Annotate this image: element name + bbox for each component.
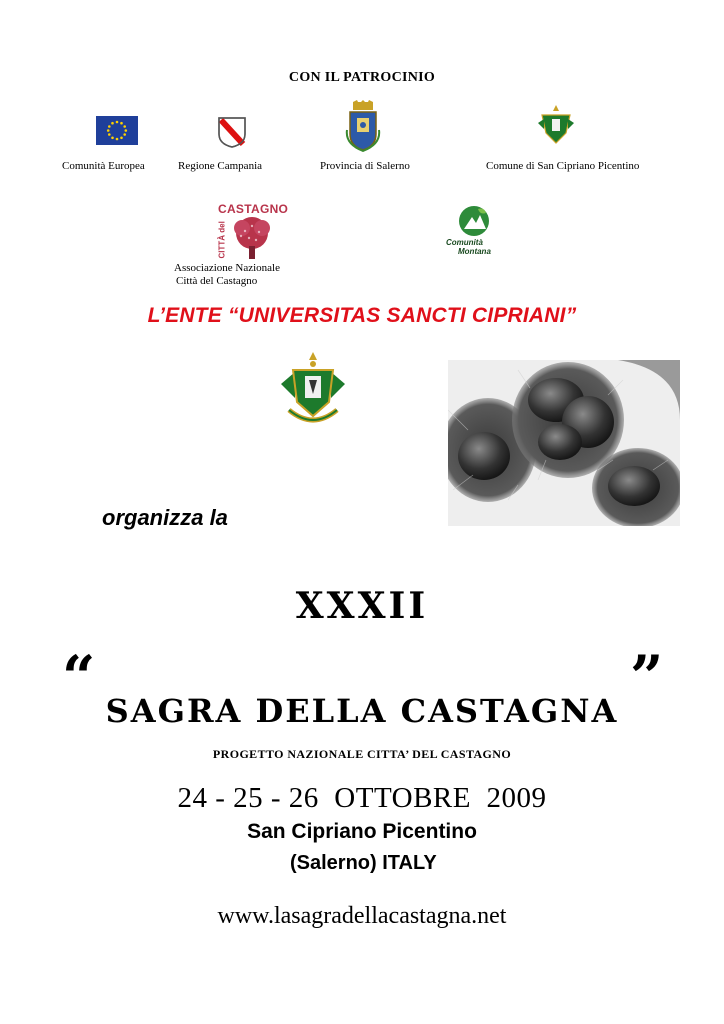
comunita-logo-line1: Comunità xyxy=(446,238,483,247)
eu-flag-icon xyxy=(96,116,138,145)
event-dates: 24 - 25 - 26 OTTOBRE 2009 xyxy=(177,782,547,814)
citta-del-castagno-logo xyxy=(216,202,289,260)
organizer-intro: organizza la xyxy=(102,505,228,530)
association-caption-line2: Città del Castagno xyxy=(176,275,258,287)
chestnut-photo xyxy=(448,360,680,526)
logo-text-top: CASTAGNO xyxy=(218,202,289,216)
comunita-montana-logo xyxy=(446,205,506,260)
event-website-link[interactable]: www.lasagradellacastagna.net xyxy=(217,903,507,929)
project-subtitle: PROGETTO NAZIONALE CITTA’ DEL CASTAGNO xyxy=(212,747,512,761)
chestnut-tree-icon xyxy=(230,216,274,260)
universitas-crest-icon xyxy=(279,350,347,432)
event-name: SAGRA DELLA CASTAGNA xyxy=(105,692,619,730)
organizer-title: L’ENTE “UNIVERSITAS SANCTI CIPRIANI” xyxy=(147,304,577,327)
sponsor-caption-eu: Comunità Europea xyxy=(62,160,145,172)
mountain-leaf-icon xyxy=(458,205,490,237)
association-caption-line1: Associazione Nazionale xyxy=(174,262,280,274)
association-caption xyxy=(174,262,280,288)
campania-shield-icon xyxy=(217,116,247,148)
quote-close: ” xyxy=(630,643,664,711)
sponsor-caption-campania: Regione Campania xyxy=(178,160,263,172)
comunita-logo-text xyxy=(446,238,491,256)
event-region: (Salerno) ITALY xyxy=(290,852,437,874)
logo-text-side: CITTÀ del xyxy=(217,221,227,259)
sponsor-caption-salerno: Provincia di Salerno xyxy=(320,160,410,172)
comunita-logo-line2: Montana xyxy=(458,247,491,256)
event-town: San Cipriano Picentino xyxy=(247,820,477,843)
municipal-crest-icon xyxy=(538,103,574,147)
patronage-heading: CON IL PATROCINIO xyxy=(288,70,436,85)
salerno-coat-of-arms-icon xyxy=(345,100,381,152)
event-edition: XXXII xyxy=(295,585,429,627)
sponsor-caption-comune: Comune di San Cipriano Picentino xyxy=(486,160,640,172)
quote-open: “ xyxy=(62,643,96,711)
